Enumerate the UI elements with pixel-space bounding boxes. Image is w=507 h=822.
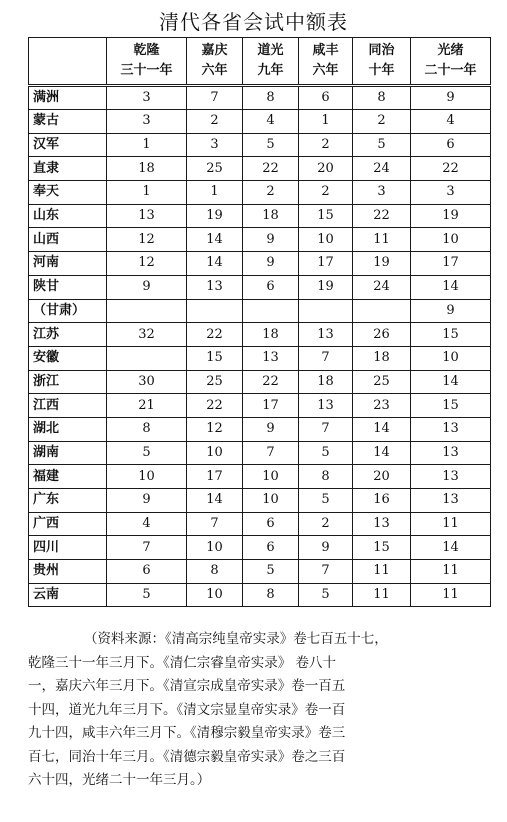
- table-row: [29, 157, 491, 181]
- province-name: 浙江: [29, 370, 107, 394]
- quota-cell: 18: [353, 346, 411, 370]
- quota-cell: 2: [299, 181, 353, 205]
- quota-cell: 24: [353, 157, 411, 181]
- header-era: 嘉庆: [201, 43, 228, 58]
- quota-cell: 7: [243, 441, 299, 465]
- quota-cell: 5: [299, 489, 353, 513]
- quota-cell: 22: [411, 157, 491, 181]
- quota-cell: 2: [187, 110, 243, 134]
- quota-cell: 11: [353, 560, 411, 584]
- province-name: 湖北: [29, 417, 107, 441]
- quota-cell: 2: [299, 512, 353, 536]
- quota-cell: 11: [353, 228, 411, 252]
- quota-cell: 7: [187, 512, 243, 536]
- quota-cell: 16: [353, 489, 411, 513]
- quota-cell: 15: [353, 536, 411, 560]
- table-row: [29, 204, 491, 228]
- quota-cell: 6: [243, 536, 299, 560]
- province-name: 湖南: [29, 441, 107, 465]
- quota-cell: 22: [187, 394, 243, 418]
- source-line: 十四，道光九年三月下。《清文宗显皇帝实录》卷一百: [28, 701, 346, 718]
- quota-cell: 15: [411, 323, 491, 347]
- quota-cell: 14: [187, 489, 243, 513]
- table-row: [29, 536, 491, 560]
- header-year: 三十一年: [120, 63, 173, 78]
- quota-cell: [107, 299, 187, 323]
- quota-cell: 15: [411, 394, 491, 418]
- quota-cell: 1: [187, 181, 243, 205]
- quota-cell: 14: [353, 417, 411, 441]
- quota-cell: 6: [411, 133, 491, 157]
- quota-cell: 5: [107, 583, 187, 607]
- quota-cell: 5: [299, 441, 353, 465]
- source-line: 一，嘉庆六年三月下。《清宣宗成皇帝实录》卷一百五: [28, 678, 346, 694]
- table-body: [29, 86, 491, 607]
- quota-cell: 3: [107, 110, 187, 134]
- quota-cell: 15: [187, 346, 243, 370]
- quota-cell: 14: [411, 275, 491, 299]
- quota-cell: 5: [107, 441, 187, 465]
- province-name: 山东: [29, 204, 107, 228]
- quota-cell: 8: [353, 86, 411, 110]
- quota-cell: 6: [243, 275, 299, 299]
- province-name: 四川: [29, 536, 107, 560]
- quota-cell: 18: [243, 323, 299, 347]
- quota-cell: 22: [243, 157, 299, 181]
- quota-cell: [107, 346, 187, 370]
- quota-cell: 17: [243, 394, 299, 418]
- header-daoguang: [243, 38, 299, 86]
- quota-cell: 9: [107, 275, 187, 299]
- quota-cell: 17: [299, 252, 353, 276]
- exam-quota-table: [28, 37, 491, 607]
- table-row: [29, 394, 491, 418]
- source-line: 九十四，咸丰六年三月下。《清穆宗毅皇帝实录》卷三: [28, 725, 346, 741]
- quota-cell: 21: [107, 394, 187, 418]
- table-row: [29, 560, 491, 584]
- source-line: 乾隆三十一年三月下。《清仁宗睿皇帝实录》 卷八十: [28, 654, 337, 671]
- quota-cell: 9: [299, 536, 353, 560]
- quota-cell: 9: [243, 417, 299, 441]
- quota-cell: 14: [411, 370, 491, 394]
- source-note: [28, 628, 498, 793]
- quota-cell: 9: [107, 489, 187, 513]
- quota-cell: 22: [243, 370, 299, 394]
- quota-cell: 13: [187, 275, 243, 299]
- quota-cell: 20: [299, 157, 353, 181]
- quota-cell: 13: [411, 417, 491, 441]
- table-row: [29, 323, 491, 347]
- header-era: 道光: [257, 43, 284, 58]
- province-name: 安徽: [29, 346, 107, 370]
- quota-cell: 25: [187, 370, 243, 394]
- page-title: 清代各省会试中额表: [159, 10, 348, 34]
- quota-cell: 9: [411, 86, 491, 110]
- quota-cell: 7: [299, 560, 353, 584]
- quota-cell: 26: [353, 323, 411, 347]
- quota-cell: 17: [187, 465, 243, 489]
- province-name: 广东: [29, 489, 107, 513]
- table-row: [29, 512, 491, 536]
- quota-cell: 22: [353, 204, 411, 228]
- quota-cell: 9: [411, 299, 491, 323]
- header-year: 六年: [312, 63, 339, 78]
- quota-cell: 13: [243, 346, 299, 370]
- header-year: 六年: [201, 63, 228, 78]
- quota-cell: 8: [107, 417, 187, 441]
- quota-cell: 19: [353, 252, 411, 276]
- header-year: 二十一年: [424, 63, 477, 78]
- table-row: [29, 252, 491, 276]
- source-line: 六十四，光绪二十一年三月。）: [28, 772, 211, 788]
- quota-cell: 19: [411, 204, 491, 228]
- quota-cell: 10: [187, 583, 243, 607]
- province-name: 广西: [29, 512, 107, 536]
- province-name: 汉军: [29, 133, 107, 157]
- quota-cell: 3: [411, 181, 491, 205]
- province-name: 奉天: [29, 181, 107, 205]
- header-row: [29, 38, 491, 86]
- quota-cell: 3: [187, 133, 243, 157]
- quota-cell: 8: [299, 465, 353, 489]
- quota-cell: [243, 299, 299, 323]
- quota-cell: [353, 299, 411, 323]
- quota-cell: 8: [243, 86, 299, 110]
- quota-cell: 13: [299, 394, 353, 418]
- table-row: [29, 370, 491, 394]
- quota-cell: 13: [299, 323, 353, 347]
- header-year: 十年: [368, 63, 395, 78]
- province-name: 蒙古: [29, 110, 107, 134]
- quota-cell: 8: [187, 560, 243, 584]
- quota-cell: 11: [411, 583, 491, 607]
- quota-cell: 18: [243, 204, 299, 228]
- quota-cell: 10: [411, 346, 491, 370]
- quota-cell: 10: [243, 465, 299, 489]
- quota-cell: [187, 299, 243, 323]
- header-era: 咸丰: [312, 43, 339, 58]
- source-line: （资料来源：《清高宗纯皇帝实录》卷七百五十七，: [84, 631, 388, 647]
- quota-cell: 7: [187, 86, 243, 110]
- quota-cell: 12: [107, 228, 187, 252]
- quota-cell: 24: [353, 275, 411, 299]
- province-name: 福建: [29, 465, 107, 489]
- quota-cell: 11: [411, 512, 491, 536]
- quota-cell: 9: [243, 252, 299, 276]
- quota-cell: 6: [107, 560, 187, 584]
- quota-cell: 22: [187, 323, 243, 347]
- header-era: 光绪: [437, 43, 464, 58]
- quota-cell: 12: [187, 417, 243, 441]
- province-name: 江苏: [29, 323, 107, 347]
- table-row: [29, 86, 491, 110]
- quota-cell: 23: [353, 394, 411, 418]
- province-name: 河南: [29, 252, 107, 276]
- table-row: [29, 110, 491, 134]
- table-row: [29, 417, 491, 441]
- source-line: 百七，同治十年三月。《清德宗毅皇帝实录》卷之三百: [28, 748, 346, 765]
- header-qianlong: [107, 38, 187, 86]
- quota-cell: 13: [107, 204, 187, 228]
- quota-cell: 5: [299, 583, 353, 607]
- province-name: 云南: [29, 583, 107, 607]
- quota-cell: 2: [299, 133, 353, 157]
- header-jiaqing: [187, 38, 243, 86]
- quota-cell: 30: [107, 370, 187, 394]
- table-row: [29, 275, 491, 299]
- header-guangxu: [411, 38, 491, 86]
- quota-cell: 1: [107, 133, 187, 157]
- quota-cell: 3: [353, 181, 411, 205]
- header-corner: [29, 38, 107, 86]
- quota-cell: [299, 299, 353, 323]
- quota-cell: 1: [107, 181, 187, 205]
- table-row: [29, 489, 491, 513]
- quota-cell: 9: [243, 228, 299, 252]
- quota-cell: 4: [107, 512, 187, 536]
- quota-cell: 4: [411, 110, 491, 134]
- table-row: [29, 465, 491, 489]
- table-row: [29, 583, 491, 607]
- table-row: [29, 228, 491, 252]
- quota-cell: 18: [299, 370, 353, 394]
- quota-cell: 11: [411, 560, 491, 584]
- quota-cell: 2: [243, 181, 299, 205]
- quota-cell: 19: [299, 275, 353, 299]
- quota-cell: 25: [353, 370, 411, 394]
- quota-cell: 19: [187, 204, 243, 228]
- table-row: [29, 299, 491, 323]
- quota-cell: 12: [107, 252, 187, 276]
- quota-cell: 11: [353, 583, 411, 607]
- quota-cell: 13: [411, 489, 491, 513]
- header-year: 九年: [257, 63, 284, 78]
- quota-cell: 1: [299, 110, 353, 134]
- table-row: [29, 346, 491, 370]
- quota-cell: 8: [243, 583, 299, 607]
- quota-cell: 18: [107, 157, 187, 181]
- quota-cell: 14: [187, 252, 243, 276]
- quota-cell: 13: [411, 441, 491, 465]
- quota-cell: 25: [187, 157, 243, 181]
- quota-cell: 20: [353, 465, 411, 489]
- quota-cell: 10: [411, 228, 491, 252]
- quota-cell: 7: [299, 346, 353, 370]
- header-era: 同治: [368, 43, 395, 58]
- province-name: 贵州: [29, 560, 107, 584]
- province-name: 江西: [29, 394, 107, 418]
- quota-cell: 2: [353, 110, 411, 134]
- quota-cell: 3: [107, 86, 187, 110]
- quota-cell: 10: [243, 489, 299, 513]
- quota-cell: 32: [107, 323, 187, 347]
- quota-cell: 13: [411, 465, 491, 489]
- province-name: 陕甘: [29, 275, 107, 299]
- quota-cell: 10: [107, 465, 187, 489]
- province-name: 满洲: [29, 86, 107, 110]
- table-row: [29, 133, 491, 157]
- quota-cell: 5: [243, 560, 299, 584]
- quota-cell: 7: [107, 536, 187, 560]
- province-name: 直隶: [29, 157, 107, 181]
- quota-cell: 17: [411, 252, 491, 276]
- quota-cell: 10: [187, 536, 243, 560]
- table-row: [29, 181, 491, 205]
- province-name: 山西: [29, 228, 107, 252]
- quota-cell: 15: [299, 204, 353, 228]
- quota-cell: 4: [243, 110, 299, 134]
- header-tongzhi: [353, 38, 411, 86]
- quota-cell: 5: [353, 133, 411, 157]
- quota-cell: 7: [299, 417, 353, 441]
- quota-cell: 6: [299, 86, 353, 110]
- quota-cell: 10: [187, 441, 243, 465]
- quota-cell: 5: [243, 133, 299, 157]
- province-name: （甘肃）: [29, 299, 107, 323]
- quota-cell: 14: [187, 228, 243, 252]
- quota-cell: 14: [411, 536, 491, 560]
- quota-cell: 14: [353, 441, 411, 465]
- quota-cell: 6: [243, 512, 299, 536]
- header-era: 乾隆: [133, 43, 160, 58]
- header-xianfeng: [299, 38, 353, 86]
- table-row: [29, 441, 491, 465]
- quota-cell: 10: [299, 228, 353, 252]
- quota-cell: 13: [353, 512, 411, 536]
